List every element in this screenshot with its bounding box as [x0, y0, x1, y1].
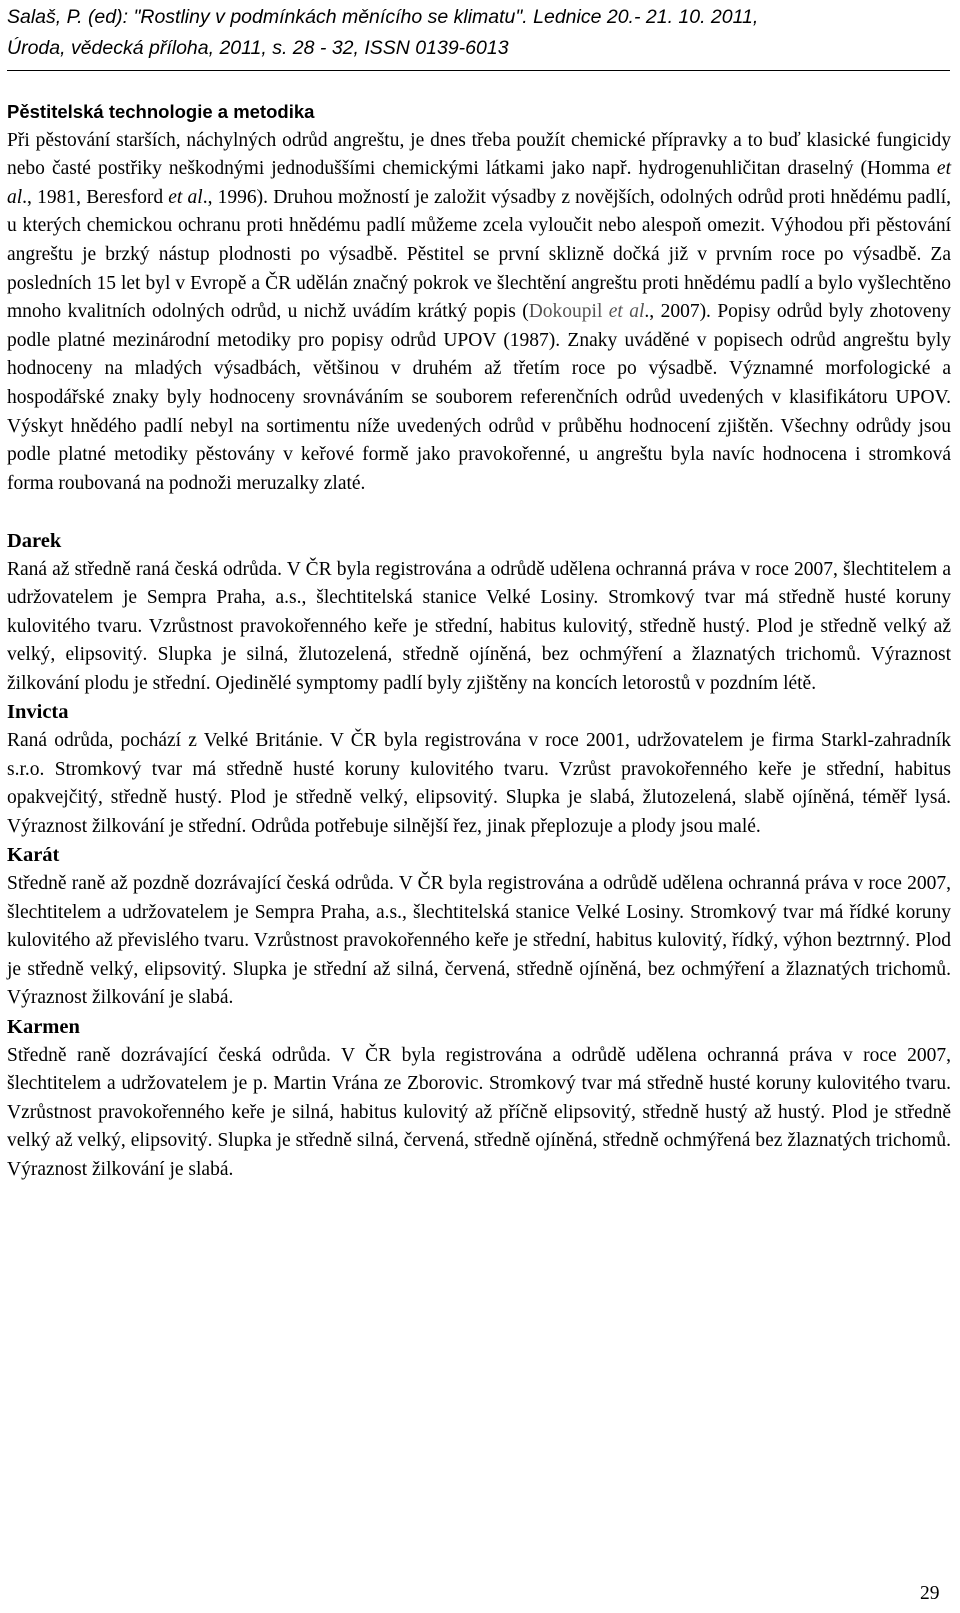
citation-header [7, 2, 947, 64]
methodology-paragraph [7, 127, 951, 499]
variety-entry [7, 841, 951, 1013]
citation-line-1: Salaš, P. (ed): "Rostliny v podmínkách měnícího se klimatu". Lednice 20.- 21. 10. 2011, [7, 6, 759, 28]
spacer [7, 498, 951, 527]
citation-et-al: et al [608, 301, 645, 323]
variety-entry [7, 698, 951, 841]
variety-description: Středně raně až pozdně dozrávající česká odrůda. V ČR byla registrována a odrůdě udělena ochranná práva v roce 2007, šlechtitelem a udržovatelem je Sempra Praha, a.s., šlechtitelská stanice Velké Losiny. Stromkový tvar má řídké koruny kulovitého až převislého tvaru. Vzrůstnost pravokořenného keře je střední, habitus kulovitý, řídký, výhon beztrnný. Plod je středně velký, elipsovitý. Slupka je střední až silná, červená, středně ojíněná, bez ochmýření a žlaznatých trichomů. Výraznost žilkování je slabá. [7, 873, 951, 1009]
variety-description: Raná odrůda, pochází z Velké Británie. V ČR byla registrována v roce 2001, udržovatelem je firma Starkl-zahradník s.r.o. Stromkový tvar má středně husté koruny kulovitého tvaru. Vzrůst pravokořenného keře je střední, habitus opakvejčitý, středně hustý. Plod je středně velký, elipsovitý. Slupka je slabá, žlutozelená, slabě ojíněná, téměř lysá. Výraznost žilkování je střední. Odrůda potřebuje silnější řez, jinak přeplozuje a plody jsou malé. [7, 730, 951, 837]
citation-author: Dokoupil [528, 301, 609, 323]
methodology-text-part-2: ., 1981, Beresford [22, 186, 169, 208]
header-divider [7, 70, 950, 71]
document-body [7, 98, 951, 1185]
citation-et-al: et al [168, 186, 203, 208]
variety-name: Invicta [7, 701, 69, 724]
citation-line-2: Úroda, vědecká příloha, 2011, s. 28 - 32, ISSN 0139-6013 [7, 37, 509, 59]
methodology-text-part-1: Při pěstování starších, náchylných odrůd angreštu, je dnes třeba použít chemické přípravky a to buď klasické fungicidy nebo časté postřiky neškodnými jednoduššími chemickými látkami jako např. hydrogenuhličitan draselný (Homma [7, 129, 951, 180]
variety-entry [7, 527, 951, 699]
variety-entry [7, 1013, 951, 1185]
methodology-text-part-4: ., 2007). Popisy odrůd byly zhotoveny podle platné mezinárodní metodiky pro popisy odrůd UPOV (1987). Znaky uváděné v popisech odrůd angreštu byly hodnoceny na mladých výsadbách, většinou v druhém až třetím roce po výsadbě. Významné morfologické a hospodářské znaky byly hodnoceny srovnáváním se souborem referenčních odrůd uvedených v klasifikátoru UPOV. Výskyt hnědého padlí nebyl na sortimentu níže uvedených odrůd v průběhu hodnocení zjištěn. Všechny odrůdy jsou podle platné metodiky pěstovány v keřové formě jako pravokořenné, u angreštu byla navíc hodnocena i stromková forma roubovaná na podnoži meruzalky zlaté. [7, 301, 952, 494]
variety-name: Karmen [7, 1016, 80, 1038]
variety-description: Středně raně dozrávající česká odrůda. V ČR byla registrována a odrůdě udělena ochranná práva v roce 2007, šlechtitelem a udržovatelem je p. Martin Vrána ze Zborovic. Stromkový tvar má středně husté koruny kulovitého tvaru. Vzrůstnost pravokořenného keře je silná, habitus kulovitý až příčně elipsovitý, středně hustý až hustý. Plod je středně velký až velký, elipsovitý. Slupka je středně silná, červená, středně ojíněná, středně ochmýřená bez žlaznatých trichomů. Výraznost žilkování je slabá. [7, 1044, 951, 1180]
methodology-text-part-3: ., 1996). Druhou možností je založit výsadby z novějších, odolných odrůd proti hnědému padlí, u kterých chemickou ochranu proti hnědému padlí můžeme zcela vyloučit nebo alespoň omezit. Výhodou při pěstování angreštu je brzký nástup plodnosti po výsadbě. Pěstitel se první sklizně dočká již v prvním roce po výsadbě. Za posledních 15 let byl v Evropě a ČR udělán značný pokrok ve šlechtění angreštu proti hnědému padlí a bylo vyšlechtěno mnoho kvalitních odolných odrůd, u nichž uvádím krátký popis ( [7, 186, 951, 323]
variety-description: Raná až středně raná česká odrůda. V ČR byla registrována a odrůdě udělena ochranná práva v roce 2007, šlechtitelem a udržovatelem je Sempra Praha, a.s., šlechtitelská stanice Velké Losiny. Stromkový tvar má středně husté koruny kulovitého tvaru. Vzrůstnost pravokořenného keře je střední, habitus kulovitý, středně hustý. Plod je středně velký až velký, elipsovitý. Slupka je silná, žlutozelená, středně ojíněná, bez ochmýření a žlaznatých trichomů. Výraznost žilkování plodu je střední. Ojedinělé symptomy padlí byly zjištěny na koncích letorostů v pozdním létě. [7, 558, 951, 694]
page-number: 29 [920, 1583, 940, 1604]
variety-name: Karát [7, 844, 60, 867]
section-heading: Pěstitelská technologie a metodika [7, 101, 315, 122]
variety-name: Darek [7, 529, 62, 552]
citation-et-al: et al [7, 158, 951, 208]
